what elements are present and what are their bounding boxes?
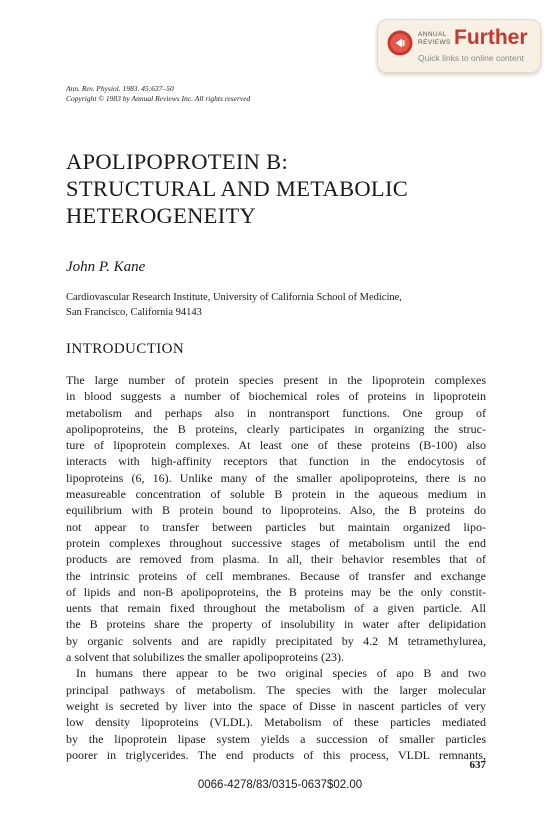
banner-further-label: Further xyxy=(454,26,528,49)
body-line: not appear to transfer between particles but maintain organized lipo- xyxy=(66,519,486,534)
article-title xyxy=(66,148,408,229)
body-line: protein complexes throughout successive stages of metabolism until the end xyxy=(66,535,486,550)
page-number: 637 xyxy=(469,759,486,771)
citation-line: Ann. Rev. Physiol. 1983. 45:637–50 xyxy=(66,84,174,93)
title-line: HETEROGENEITY xyxy=(66,203,257,228)
body-line: the intrinsic proteins of cell membranes. Because of transfer and exchange xyxy=(66,568,486,583)
footer-code: 0066-4278/83/0315-0637$02.00 xyxy=(197,779,363,791)
affiliation-line: Cardiovascular Research Institute, University of California School of Medicine, xyxy=(66,292,402,303)
body-line: products are removed from plasma. In all, their behavior resembles that of xyxy=(66,552,486,567)
affiliation-line: San Francisco, California 94143 xyxy=(66,307,202,318)
body-line: lipoproteins (6, 16). Unlike many of the smaller apolipoproteins, there is no xyxy=(66,470,486,485)
body-line: the B proteins share the property of insolubility in water after delipidation xyxy=(66,617,486,632)
body-line: interacts with high-affinity receptors that function in the endocytosis of xyxy=(66,454,486,469)
section-heading: INTRODUCTION xyxy=(66,341,185,357)
body-line: metabolism and perhaps also in nontransport functions. One group of xyxy=(66,405,486,420)
banner-annual-reviews-label: ANNUAL REVIEWS xyxy=(418,31,451,46)
body-line: in blood suggests a number of biochemical roles of proteins in lipoprotein xyxy=(66,389,486,404)
body-line: measureable concentration of soluble B protein in the aqueous medium in xyxy=(66,487,486,502)
body-line: uents that remain fixed throughout the metabolism of a given particle. All xyxy=(66,601,486,616)
body-line: low density lipoproteins (VLDL). Metabolism of these particles mediated xyxy=(66,715,486,730)
annual-reviews-further-logo-icon xyxy=(387,30,413,56)
author-name: John P. Kane xyxy=(66,259,146,275)
body-line: by organic solvents and are rapidly precipitated by 4.2 M tetramethylurea, xyxy=(66,633,486,648)
body-text xyxy=(66,372,486,763)
body-line: equilibrium with B protein bound to lipoproteins. Also, the B proteins do xyxy=(66,503,486,518)
title-line: STRUCTURAL AND METABOLIC xyxy=(66,176,409,201)
body-line: principal pathways of metabolism. The species with the larger molecular xyxy=(66,682,486,697)
journal-citation xyxy=(66,84,250,104)
body-line: ture of lipoprotein complexes. At least one of these proteins (B-100) also xyxy=(66,438,486,453)
author-affiliation xyxy=(66,290,402,320)
body-line: by the lipoprotein lipase system yields a succession of smaller particles xyxy=(66,731,486,746)
body-line: of lipids and non-B apolipoproteins, the B proteins may be the only constit- xyxy=(66,584,486,599)
title-line: APOLIPOPROTEIN B: xyxy=(66,149,288,174)
body-line: a solvent that solubilizes the smaller apolipoproteins (23). xyxy=(66,650,344,665)
banner-subtitle: Quick links to online content xyxy=(418,53,524,63)
copyright-line: Copyright © 1983 by Annual Reviews Inc. All rights reserved xyxy=(66,94,251,103)
body-line: apolipoproteins, the B proteins, clearly participates in organizing the struc- xyxy=(66,421,486,436)
further-banner[interactable] xyxy=(377,19,541,73)
body-line: In humans there appear to be two original species of apo B and two xyxy=(76,666,486,681)
body-line: The large number of protein species present in the lipoprotein complexes xyxy=(66,373,486,387)
body-line: weight is secreted by liver into the space of Disse in nascent particles of very xyxy=(66,698,486,713)
body-line: poorer in triglycerides. The end products of this process, VLDL remnants, xyxy=(66,747,486,762)
